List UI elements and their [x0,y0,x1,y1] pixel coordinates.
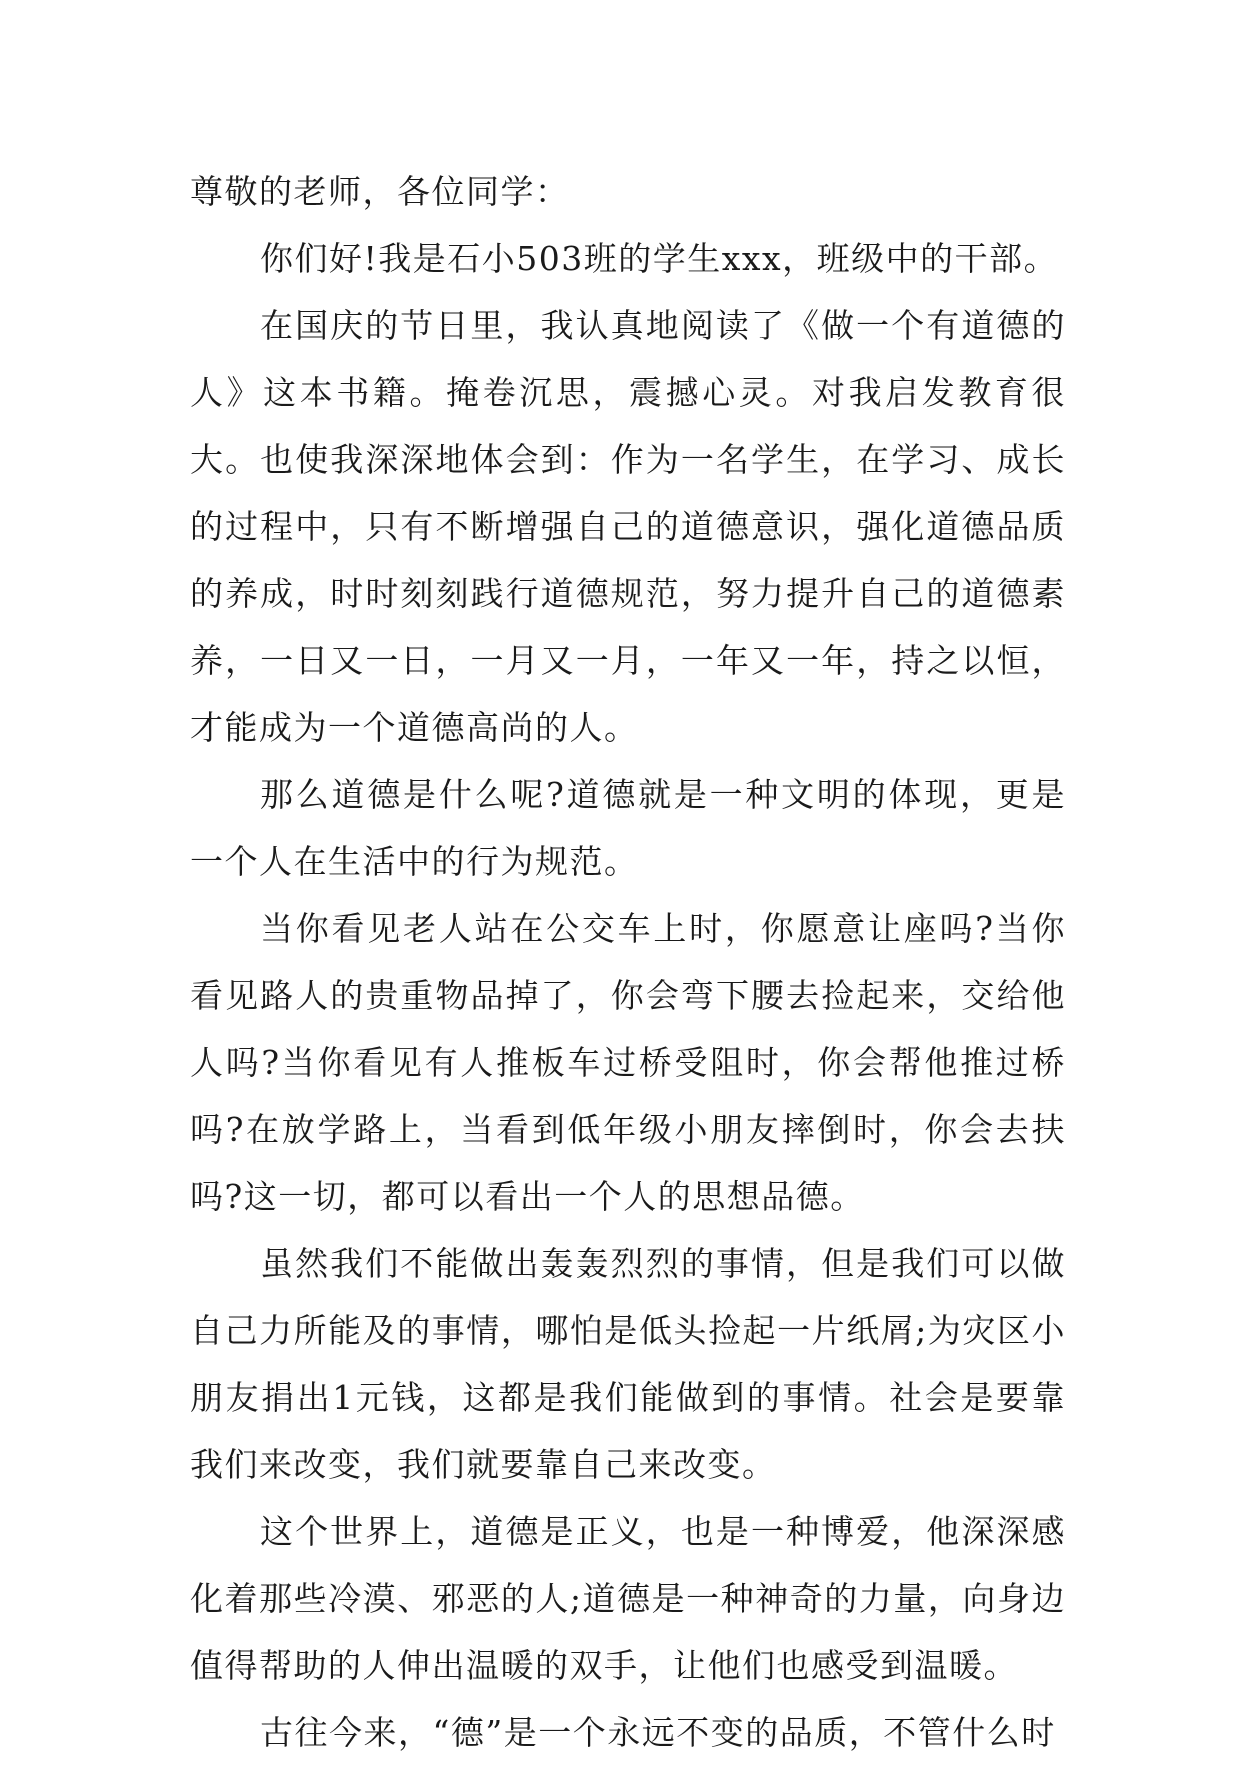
paragraph-7: 古往今来，“德”是一个永远不变的品质，不管什么时 [260,1713,1056,1752]
document-body [190,158,1066,1766]
paragraph-5: 虽然我们不能做出轰轰烈烈的事情，但是我们可以做自己力所能及的事情，哪怕是低头捡起一片纸屑;为灾区小朋友捐出1元钱，这都是我们能做到的事情。社会是要靠我们来改变，我们就要靠自己来改变。 [190,1244,1066,1484]
paragraph-6: 这个世界上，道德是正义，也是一种博爱，他深深感化着那些冷漠、邪恶的人;道德是一种神奇的力量，向身边值得帮助的人伸出温暖的双手，让他们也感受到温暖。 [190,1512,1066,1685]
paragraph-4: 当你看见老人站在公交车上时，你愿意让座吗?当你看见路人的贵重物品掉了，你会弯下腰去捡起来，交给他人吗?当你看见有人推板车过桥受阻时，你会帮他推过桥吗?在放学路上，当看到低年级小朋友摔倒时，你会去扶吗?这一切，都可以看出一个人的思想品德。 [190,909,1066,1216]
paragraph-2: 在国庆的节日里，我认真地阅读了《做一个有道德的人》这本书籍。掩卷沉思，震撼心灵。对我启发教育很大。也使我深深地体会到：作为一名学生，在学习、成长的过程中，只有不断增强自己的道德意识，强化道德品质的养成，时时刻刻践行道德规范，努力提升自己的道德素养，一日又一日，一月又一月，一年又一年，持之以恒，才能成为一个道德高尚的人。 [190,306,1066,747]
paragraph-3: 那么道德是什么呢?道德就是一种文明的体现，更是一个人在生活中的行为规范。 [190,775,1066,881]
paragraph-1: 你们好!我是石小503班的学生xxx，班级中的干部。 [260,239,1059,278]
salutation: 尊敬的老师，各位同学： [190,172,570,211]
